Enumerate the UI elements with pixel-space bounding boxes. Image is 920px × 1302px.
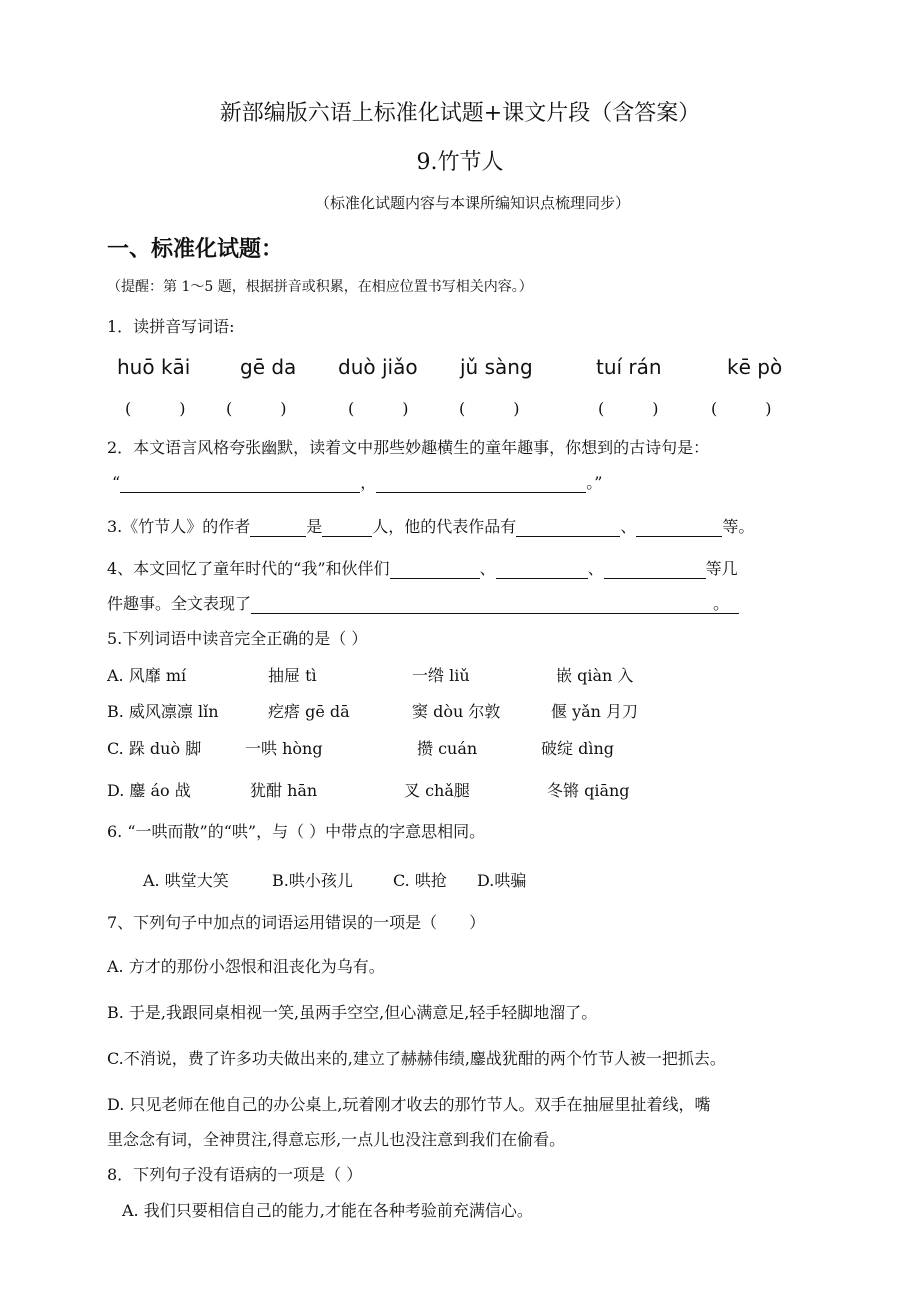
reminder-note: （提醒：第 1～5 题，根据拼音或积累，在相应位置书写相关内容。）: [107, 279, 533, 295]
q3-blank-place[interactable]: [322, 520, 372, 537]
q2-blank-2[interactable]: [376, 476, 586, 493]
q5-option-b-word: 疙瘩 gē dā: [268, 702, 350, 721]
q3-text-5: 等。: [722, 517, 755, 536]
q4-blank-2[interactable]: [496, 562, 588, 579]
q1-answer-box[interactable]: ( ): [598, 399, 659, 418]
q1-answer-box[interactable]: ( ): [125, 399, 186, 418]
q7-option-b[interactable]: B. 于是,我跟同桌相视一笑,虽两手空空,但心满意足,轻手轻脚地溜了。: [107, 1003, 598, 1022]
q7-stem: 7、下列句子中加点的词语运用错误的一项是（ ）: [107, 913, 486, 932]
q1-answer-box[interactable]: ( ): [711, 399, 772, 418]
q8-option-a[interactable]: A. 我们只要相信自己的能力,才能在各种考验前充满信心。: [122, 1201, 533, 1220]
q5-option-a-word: 抽屉 tì: [268, 666, 317, 685]
q3-text-4: 、: [620, 517, 637, 536]
document-title: 新部编版六语上标准化试题+课文片段（含答案）: [219, 101, 701, 126]
q3-text-2: 是: [306, 517, 323, 536]
q4-text-1: 4、本文回忆了童年时代的“我”和伙伴们: [107, 559, 390, 578]
q5-option-b[interactable]: B. 威风凛凛 lǐn: [107, 702, 219, 721]
q5-option-a-word: 嵌 qiàn 入: [556, 666, 634, 685]
open-quote: “: [112, 473, 121, 492]
q1-answer-box[interactable]: ( ): [226, 399, 287, 418]
q5-option-b-word: 窦 dòu 尔敦: [412, 702, 501, 721]
q5-stem: 5.下列词语中读音完全正确的是（ ）: [107, 629, 368, 648]
q2-blank-1[interactable]: [120, 476, 360, 493]
q5-option-a[interactable]: A. 风靡 mí: [107, 666, 187, 685]
q5-option-c-word: 破绽 dìng: [541, 739, 614, 758]
q1-pinyin-6: kē pò: [727, 355, 783, 379]
q5-option-c-word: 攒 cuán: [417, 739, 478, 758]
q4-blank-theme[interactable]: [251, 597, 713, 614]
q6-stem: 6. “一哄而散”的“哄”，与（ ）中带点的字意思相同。: [107, 822, 486, 841]
close-quote: 。”: [586, 473, 603, 492]
q5-option-d-word: 叉 chǎ腿: [404, 781, 470, 800]
q5-option-c[interactable]: C. 跺 duò 脚: [107, 739, 202, 758]
q4-line-2: [107, 591, 739, 614]
q7-option-c[interactable]: C.不消说，费了许多功夫做出来的,建立了赫赫伟绩,鏖战犹酣的两个竹节人被一把抓去。: [107, 1049, 726, 1068]
q2-stem: 2．本文语言风格夸张幽默，读着文中那些妙趣横生的童年趣事，你想到的古诗句是：: [107, 438, 710, 457]
q1-pinyin-3: duò jiǎo: [338, 355, 418, 379]
q3-blank-work-1[interactable]: [516, 520, 620, 537]
q7-option-a[interactable]: A. 方才的那份小怨恨和沮丧化为乌有。: [107, 957, 385, 976]
q5-option-d-word: 犹酣 hān: [250, 781, 318, 800]
q3-line: [107, 514, 754, 537]
q4-line-1: [107, 556, 738, 579]
comma: ，: [360, 473, 377, 492]
q5-option-d-word: 冬锵 qiāng: [547, 781, 630, 800]
q3-blank-author[interactable]: [250, 520, 306, 537]
q6-option-d[interactable]: D.哄骗: [477, 871, 527, 890]
q6-option-a[interactable]: A. 哄堂大笑: [143, 871, 229, 890]
q5-option-a-word: 一绺 liǔ: [412, 666, 470, 685]
q1-pinyin-1: huō kāi: [117, 355, 191, 379]
q4-text-3: 件趣事。全文表现了: [107, 594, 252, 613]
q4-blank-1[interactable]: [390, 562, 480, 579]
q1-stem: 1．读拼音写词语:: [107, 317, 235, 336]
q4-sep-2: 、: [587, 559, 604, 578]
q1-pinyin-4: jǔ sàng: [460, 355, 533, 379]
q3-text-1: 3.《竹节人》的作者: [107, 517, 251, 536]
q5-option-c-word: 一哄 hòng: [245, 739, 323, 758]
q1-answer-box[interactable]: ( ): [348, 399, 409, 418]
q2-answer-line: [112, 470, 602, 493]
q5-option-d[interactable]: D. 鏖 áo 战: [107, 781, 191, 800]
q1-pinyin-2: gē da: [240, 355, 297, 379]
q4-end: 。: [713, 594, 739, 614]
q6-option-c[interactable]: C. 哄抢: [393, 871, 447, 890]
q8-stem: 8．下列句子没有语病的一项是（ ）: [107, 1165, 363, 1184]
q4-text-2: 等几: [705, 559, 738, 578]
q3-blank-work-2[interactable]: [636, 520, 722, 537]
q4-blank-3[interactable]: [604, 562, 706, 579]
q4-sep-1: 、: [479, 559, 496, 578]
q5-option-b-word: 偃 yǎn 月刀: [551, 702, 639, 721]
q6-option-b[interactable]: B.哄小孩儿: [272, 871, 353, 890]
q1-answer-box[interactable]: ( ): [459, 399, 520, 418]
subtitle: （标准化试题内容与本课所编知识点梳理同步）: [314, 194, 630, 212]
section-heading: 一、标准化试题：: [107, 237, 284, 262]
q7-option-d[interactable]: D. 只见老师在他自己的办公桌上,玩着刚才收去的那竹节人。双手在抽屉里扯着线，嘴: [107, 1095, 711, 1114]
q7-option-d-cont: 里念念有词，全神贯注,得意忘形,一点儿也没注意到我们在偷看。: [107, 1130, 566, 1149]
q3-text-3: 人，他的代表作品有: [372, 517, 517, 536]
lesson-title: 9.竹节人: [416, 150, 504, 175]
q1-pinyin-5: tuí rán: [596, 355, 662, 379]
